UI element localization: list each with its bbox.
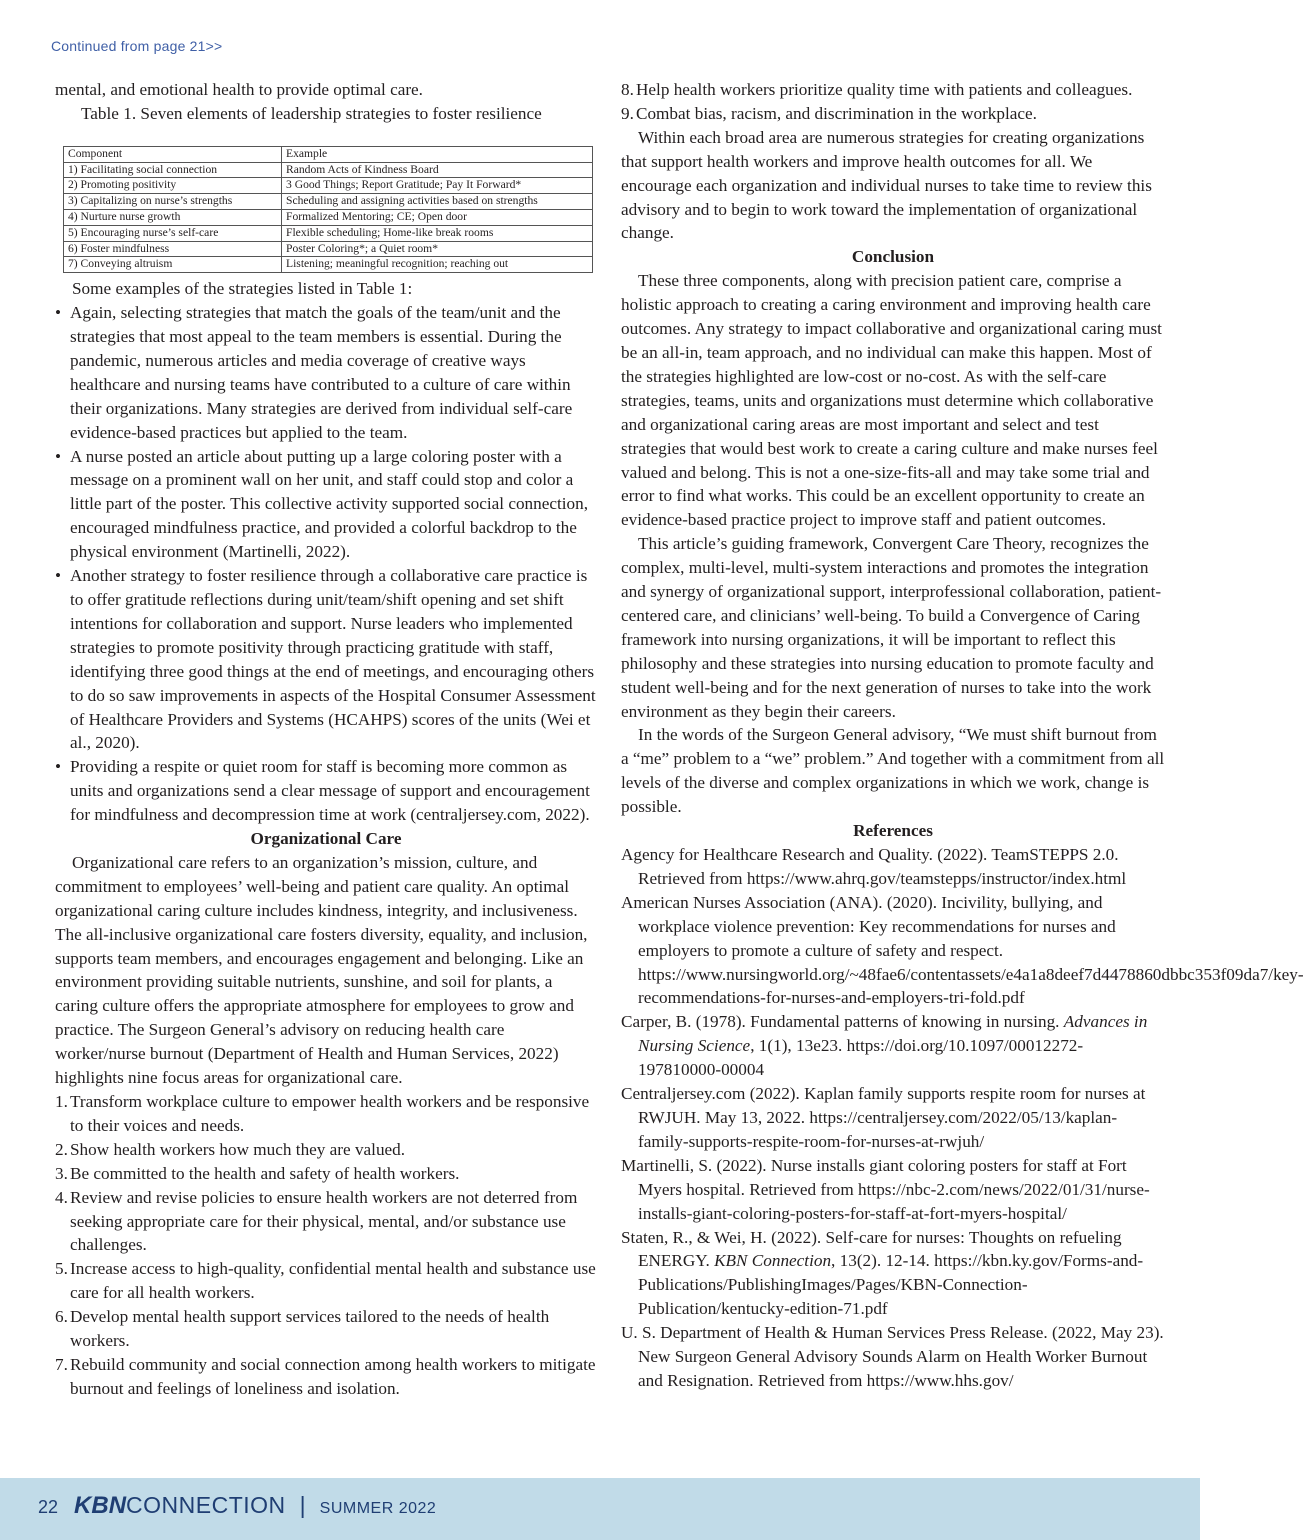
reference-journal: KBN Connection [714, 1251, 832, 1271]
table-row [64, 225, 593, 241]
list-number: 9. [621, 103, 634, 123]
bullet-icon: • [55, 566, 62, 586]
focus-areas-list-continued [621, 78, 1165, 126]
strategies-paragraph: Within each broad area are numerous strategies for creating organizations that support health workers and improve health outcomes for all. We encourage each organization and individual nurses to take time to review this advisory and to begin to work toward the implementation of organizational change. [621, 127, 1152, 243]
list-item [55, 1353, 597, 1401]
reference-text: Martinelli, S. (2022). Nurse installs giant coloring posters for staff at Fort Myers hospital. Retrieved from https://nbc-2.com/news/2022/01/31/nurse-installs-giant-coloring-posters-for-staff-at-fort-myers-hospital/ [621, 1155, 1150, 1223]
right-column [621, 78, 1304, 1393]
framework-paragraph: This article’s guiding framework, Convergent Care Theory, recognizes the complex, multi-level, multi-system interactions and promotes the integration and synergy of organizational support, interprofessional collaboration, patient-centered care, and clinicians’ well-being. To build a Convergence of Caring framework into nursing organizations, it will be important to reflect this philosophy and these strategies into nursing education to promote faculty and student well-being and for the next generation of nurses to take into the work environment as they begin their careers. [621, 534, 1162, 721]
bullet-icon: • [55, 303, 62, 323]
list-number: 2. [55, 1139, 68, 1159]
reference-text: Agency for Healthcare Research and Quality. (2022). TeamSTEPPS 2.0. Retrieved from https://www.ahrq.gov/teamstepps/instructor/index.html [621, 845, 1127, 888]
reference-text: U. S. Department of Health & Human Services Press Release. (2022, May 23). New Surgeon General Advisory Sounds Alarm on Health Worker Burnout and Resignation. Retrieved from https://www.hhs.gov/ [621, 1323, 1164, 1390]
table-header-cell: Example [282, 146, 593, 162]
list-number: 1. [55, 1092, 68, 1111]
table-cell: Formalized Mentoring; CE; Open door [282, 210, 593, 226]
reference-item [621, 1154, 1165, 1226]
list-item [55, 564, 597, 755]
table-cell: Random Acts of Kindness Board [282, 162, 593, 178]
footer-bar [0, 1478, 1200, 1540]
left-column [55, 78, 597, 1401]
conclusion-paragraph: These three components, along with precision patient care, comprise a holistic approach to creating a caring environment and improving health care outcomes. Any strategy to impact collaborative and organizational caring must be an all-in, team approach, and no individual can make this happen. Most of the strategies highlighted are low-cost or no-cost. As with the self-care strategies, teams, units and organizations must determine which collaborative and organizational caring areas are most important and select and test strategies that would best work to create a caring culture and make nurses feel valued and belong. This is not a one-size-fits-all and may take some trial and error to find what works. This could be an excellent opportunity to create an evidence-based practice project to improve staff and patient outcomes. [621, 271, 1162, 530]
list-item [55, 1305, 597, 1353]
list-item [55, 755, 597, 827]
reference-item [621, 1082, 1165, 1154]
list-item-text: Again, selecting strategies that match the goals of the team/unit and the strategies that most appeal to the team members is essential. During the pandemic, numerous articles and media coverage of creative ways healthcare and nursing teams have contributed to a culture of care within their organizations. Many strategies are derived from individual self-care evidence-based practices but applied to the team. [70, 303, 573, 442]
list-number: 7. [55, 1354, 68, 1374]
list-item-text: Be committed to the health and safety of health workers. [70, 1163, 460, 1183]
list-item [55, 445, 597, 565]
table-cell: Poster Coloring*; a Quiet room* [282, 241, 593, 257]
list-item-text: Develop mental health support services tailored to the needs of health workers. [70, 1307, 550, 1351]
reference-item [621, 843, 1165, 891]
list-number: 4. [55, 1187, 68, 1207]
table-cell: 1) Facilitating social connection [64, 162, 282, 178]
conclusion-heading: Conclusion [851, 247, 935, 267]
table-cell: 6) Foster mindfulness [64, 241, 282, 257]
table-row [64, 241, 593, 257]
reference-item [621, 891, 1304, 1011]
list-item-text: Increase access to high-quality, confidential mental health and substance use care for all health workers. [70, 1259, 596, 1303]
brand-kbn: KBN [74, 1492, 127, 1519]
issue-label: SUMMER 2022 [319, 1500, 437, 1517]
table-cell: 2) Promoting positivity [64, 178, 282, 194]
list-item [55, 1090, 597, 1138]
list-item [55, 1186, 597, 1258]
table-cell: Flexible scheduling; Home-like break rooms [282, 225, 593, 241]
list-item-text: Combat bias, racism, and discrimination in the workplace. [636, 103, 1037, 123]
organizational-care-paragraph: Organizational care refers to an organization’s mission, culture, and commitment to employees’ well-being and patient care quality. An optimal organizational caring culture includes kindness, integrity, and inclusiveness. The all-inclusive organizational care fosters diversity, equality, and inclusion, supports team members, and encourages engagement and belonging. Like an environment providing suitable nutrients, sunshine, and soil for plants, a caring culture offers the appropriate atmosphere for employees to grow and practice. The Surgeon General’s advisory on reducing health care worker/nurse burnout (Department of Health and Human Services, 2022) highlights nine focus areas for organizational care. [55, 852, 588, 1088]
list-item-text: Transform workplace culture to empower health workers and be responsive to their voices and needs. [70, 1092, 590, 1135]
intro-line: mental, and emotional health to provide optimal care. [55, 80, 423, 99]
list-item [55, 1257, 597, 1305]
list-item [55, 1138, 597, 1162]
bullet-icon: • [55, 757, 62, 777]
reference-item [621, 1226, 1165, 1322]
references-heading: References [853, 821, 933, 841]
table-cell: Scheduling and assigning activities based on strengths [282, 194, 593, 210]
reference-text: , 13(2). 12-14. https://kbn.ky.gov/Forms-and-Publications/PublishingImages/Pages/KBN-Connection-Publication/kentucky-edition-71.pdf [638, 1251, 1144, 1319]
table-row [64, 257, 593, 273]
table-row [64, 194, 593, 210]
reference-text: American Nurses Association (ANA). (2020). Incivility, bullying, and workplace violence prevention: Key recommendations for nurses and employers to promote a culture of safety and respect. https://www.nursingworld.org/~48fae6/contentassets/e4a1a8deef7d4478860dbbc353f09da7/key-recommendations-for-nurses-and-employers-tri-fold.pdf [621, 892, 1304, 1008]
list-item [55, 301, 597, 444]
table-caption: Table 1. Seven elements of leadership strategies to foster resilience [81, 103, 542, 123]
list-item-text: A nurse posted an article about putting up a large coloring poster with a message on a prominent wall on her unit, and staff could stop and color a little part of the poster. This collective activity supported social connection, encouraged mindfulness practice, and provided a colorful backdrop to the physical environment (Martinelli, 2022). [70, 446, 589, 562]
reference-item [621, 1321, 1165, 1393]
table-cell: 7) Conveying altruism [64, 257, 282, 273]
list-number: 6. [55, 1307, 68, 1327]
table-cell: 5) Encouraging nurse’s self-care [64, 225, 282, 241]
list-number: 3. [55, 1163, 68, 1183]
list-item-text: Show health workers how much they are valued. [70, 1139, 406, 1159]
surgeon-general-paragraph: In the words of the Surgeon General advisory, “We must shift burnout from a “me” problem to a “we” problem.” And together with a commitment from all levels of the diverse and complex organizations in which we work, change is possible. [621, 725, 1165, 817]
references-list [621, 843, 1304, 1393]
list-item [55, 1162, 597, 1186]
reference-text: , 1(1), 13e23. https://doi.org/10.1097/00012272-197810000-00004 [638, 1036, 1084, 1080]
list-item-text: Rebuild community and social connection among health workers to mitigate burnout and feelings of loneliness and isolation. [70, 1354, 596, 1398]
table-cell: 3 Good Things; Report Gratitude; Pay It Forward* [282, 178, 593, 194]
list-item-text: Providing a respite or quiet room for staff is becoming more common as units and organizations send a clear message of support and encouragement for mindfulness and decompression time at work (centraljersey.com, 2022). [70, 757, 590, 825]
list-number: 5. [55, 1259, 68, 1279]
resilience-table [63, 146, 593, 273]
reference-item [621, 1010, 1165, 1082]
list-item-text: Another strategy to foster resilience through a collaborative care practice is to offer gratitude reflections during unit/team/shift opening and set shift intentions for collaboration and support. Nurse leaders who implemented strategies to promote positivity through practicing gratitude with staff, identifying three good things at the end of meetings, and encouraging others to do so saw improvements in aspects of the Hospital Consumer Assessment of Healthcare Providers and Systems (HCAHPS) scores of the units (Wei et al., 2020). [70, 566, 596, 753]
list-item-text: Help health workers prioritize quality time with patients and colleagues. [636, 80, 1133, 99]
bullet-icon: • [55, 446, 62, 466]
examples-intro: Some examples of the strategies listed in Table 1: [72, 279, 413, 299]
list-number: 8. [621, 80, 634, 99]
reference-journal: Advances in Nursing Science [638, 1012, 1148, 1056]
table-cell: 4) Nurture nurse growth [64, 210, 282, 226]
reference-text: Centraljersey.com (2022). Kaplan family supports respite room for nurses at RWJUH. May 13, 2022. https://centraljersey.com/2022/05/13/kaplan-family-supports-respite-room-for-nurses-at-rwjuh/ [621, 1084, 1146, 1151]
table-row [64, 210, 593, 226]
table-header-row [64, 146, 593, 162]
organizational-care-heading: Organizational Care [250, 829, 402, 849]
list-item-text: Review and revise policies to ensure health workers are not deterred from seeking appropriate care for their physical, mental, and/or substance use challenges. [70, 1187, 578, 1255]
footer-content [38, 1492, 436, 1520]
brand-connection: CONNECTION [126, 1492, 286, 1518]
table-cell: 3) Capitalizing on nurse’s strengths [64, 194, 282, 210]
list-item [621, 102, 1165, 126]
table-row [64, 178, 593, 194]
list-item [621, 78, 1165, 102]
page-number: 22 [38, 1497, 59, 1517]
examples-list [55, 301, 597, 827]
reference-text: Carper, B. (1978). Fundamental patterns of knowing in nursing. [621, 1012, 1064, 1032]
table-header-cell: Component [64, 146, 282, 162]
continued-label: Continued from page 21>> [51, 38, 223, 54]
footer-separator: | [299, 1492, 306, 1518]
reference-text: Staten, R., & Wei, H. (2022). Self-care for nurses: Thoughts on refueling ENERGY. [621, 1227, 1122, 1271]
focus-areas-list [55, 1090, 597, 1401]
table-row [64, 162, 593, 178]
table-cell: Listening; meaningful recognition; reaching out [282, 257, 593, 273]
